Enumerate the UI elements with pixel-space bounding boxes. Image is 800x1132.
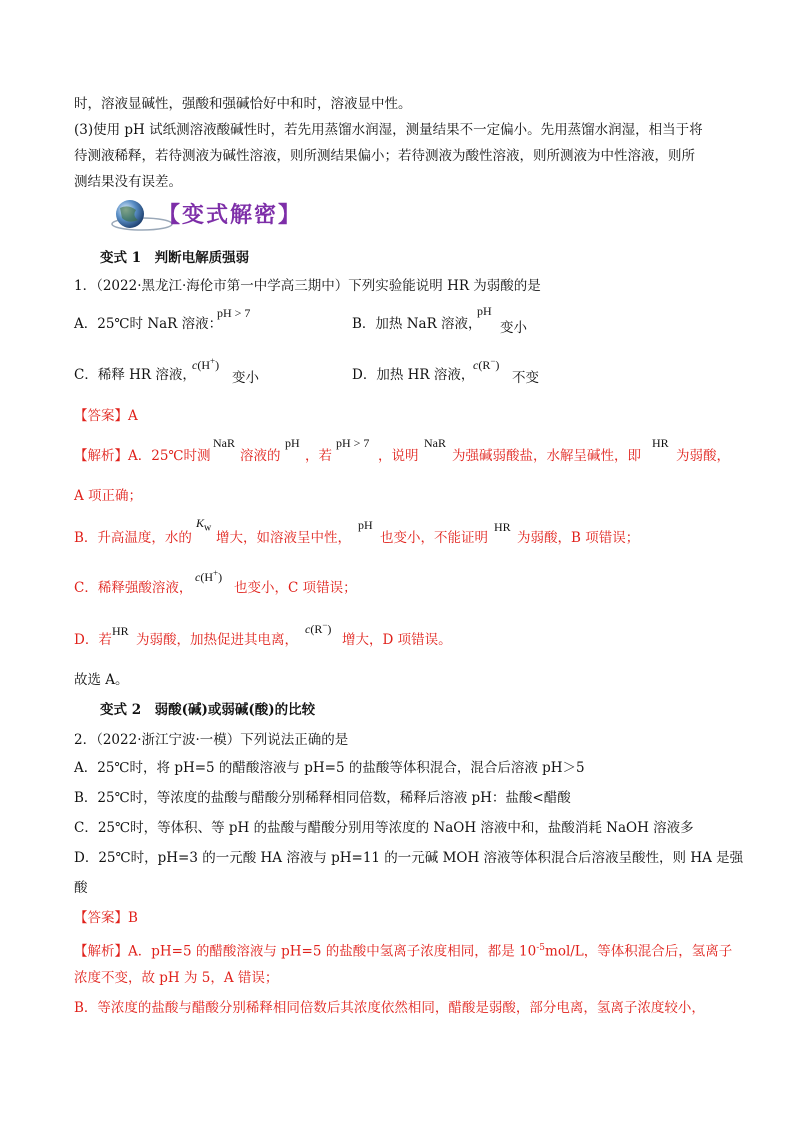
banner-title: 【变式解密】 bbox=[158, 203, 303, 228]
v2-option-d-2: 酸 bbox=[74, 880, 88, 896]
exp-a-5: 为强碱弱酸盐，水解呈碱性，即 bbox=[452, 448, 641, 464]
option-a: A．25℃时 NaR 溶液： bbox=[74, 316, 223, 332]
intro-line-3: 待测液稀释，若待测液为碱性溶液，则所测结果偏小；若待测液为酸性溶液，则所测液为中性溶液，则所 bbox=[74, 148, 695, 164]
explanation-2-a: 【解析】A．pH=5 的醋酸溶液与 pH=5 的盐酸中氢离子浓度相同，都是 $10^{-5}mol/L$，等体积混合后，氢离子 bbox=[74, 943, 733, 960]
exp-a-ph: pH bbox=[285, 436, 300, 450]
exp-b-hr: HR bbox=[494, 520, 511, 534]
explanation-1-d: D．若 bbox=[74, 632, 112, 648]
conclusion-1: 故选 A。 bbox=[74, 672, 129, 688]
option-c-math: c(H+) bbox=[192, 356, 220, 372]
option-c: C．稀释 HR 溶液， bbox=[74, 367, 196, 383]
explanation-1-b: B．升高温度，水的 bbox=[74, 530, 192, 546]
exp-a-3: ，若 bbox=[305, 448, 332, 464]
option-d: D．加热 HR 溶液， bbox=[352, 367, 475, 383]
intro-line-4: 测结果没有误差。 bbox=[74, 174, 182, 190]
explanation-1-c: C．稀释强酸溶液， bbox=[74, 580, 193, 596]
answer-1: 【答案】A bbox=[74, 408, 138, 424]
exp-a-hr: HR bbox=[652, 436, 669, 450]
exp-b-2: 增大，如溶液呈中性， bbox=[216, 530, 351, 546]
variant2-heading: 变式 2 弱酸(碱)或弱碱(酸)的比较 bbox=[100, 702, 316, 718]
exp-a-2: 溶液的 bbox=[240, 448, 281, 464]
variant1-question: 1．（2022·黑龙江·海伦市第一中学高三期中）下列实验能说明 HR 为弱酸的是 bbox=[74, 278, 541, 294]
exp-b-3: 也变小，不能证明 bbox=[380, 530, 488, 546]
v2-option-a: A．25℃时，将 pH=5 的醋酸溶液与 pH=5 的盐酸等体积混合，混合后溶液 pH＞5 bbox=[74, 760, 585, 776]
option-c-post: 变小 bbox=[232, 370, 259, 386]
option-d-post: 不变 bbox=[512, 370, 539, 386]
exp-a-4: ，说明 bbox=[378, 448, 419, 464]
option-b-math: pH bbox=[477, 304, 492, 318]
exp-a-ph7: pH > 7 bbox=[336, 436, 370, 450]
exp-c-math: c(H+) bbox=[195, 568, 223, 584]
option-a-math: pH > 7 bbox=[217, 306, 251, 320]
exp-a-6: 为弱酸， bbox=[676, 448, 730, 464]
exp-a-7: A 项正确； bbox=[74, 488, 143, 504]
intro-line-1: 时，溶液显碱性，强酸和强碱恰好中和时，溶液显中性。 bbox=[74, 96, 412, 112]
answer-2: 【答案】B bbox=[74, 910, 138, 926]
explanation-1-a: 【解析】A．25℃时测 bbox=[74, 448, 211, 464]
exp-d-math: c(R−) bbox=[305, 620, 332, 636]
exp-d-hr: HR bbox=[112, 624, 129, 638]
option-d-math: c(R−) bbox=[473, 356, 500, 372]
explanation-2-b: B．等浓度的盐酸与醋酸分别稀释相同倍数后其浓度依然相同，醋酸是弱酸，部分电离，氢离子浓度较小， bbox=[74, 1000, 705, 1016]
option-b: B．加热 NaR 溶液， bbox=[352, 316, 482, 332]
v2-option-d-1: D．25℃时，pH=3 的一元酸 HA 溶液与 pH=11 的一元碱 MOH 溶液等体积混合后溶液呈酸性，则 HA 是强 bbox=[74, 850, 744, 866]
exp-a-nar2: NaR bbox=[424, 436, 446, 450]
exp-b-ph: pH bbox=[358, 518, 373, 532]
variant1-heading: 变式 1 判断电解质强弱 bbox=[100, 250, 250, 266]
v2-option-b: B．25℃时，等浓度的盐酸与醋酸分别稀释相同倍数，稀释后溶液 pH：盐酸<醋酸 bbox=[74, 790, 571, 806]
variant2-question: 2．（2022·浙江宁波·一模）下列说法正确的是 bbox=[74, 732, 349, 748]
exp-a-nar: NaR bbox=[213, 436, 235, 450]
exp-b-kw: $K_w$ bbox=[196, 516, 212, 534]
exp-d-3: 增大，D 项错误。 bbox=[342, 632, 452, 648]
exp-b-4: 为弱酸，B 项错误； bbox=[517, 530, 640, 546]
intro-line-2: (3)使用 pH 试纸测溶液酸碱性时，若先用蒸馏水润湿，测量结果不一定偏小。先用蒸馏水润湿，相当于将 bbox=[74, 122, 703, 138]
option-b-post: 变小 bbox=[500, 320, 527, 336]
v2-option-c: C．25℃时，等体积、等 pH 的盐酸与醋酸分别用等浓度的 NaOH 溶液中和，盐酸消耗 NaOH 溶液多 bbox=[74, 820, 694, 836]
exp-d-2: 为弱酸，加热促进其电离， bbox=[136, 632, 298, 648]
exp-c-2: 也变小，C 项错误； bbox=[234, 580, 357, 596]
explanation-2-a-cont: 浓度不变，故 pH 为 5，A 错误； bbox=[74, 970, 279, 986]
